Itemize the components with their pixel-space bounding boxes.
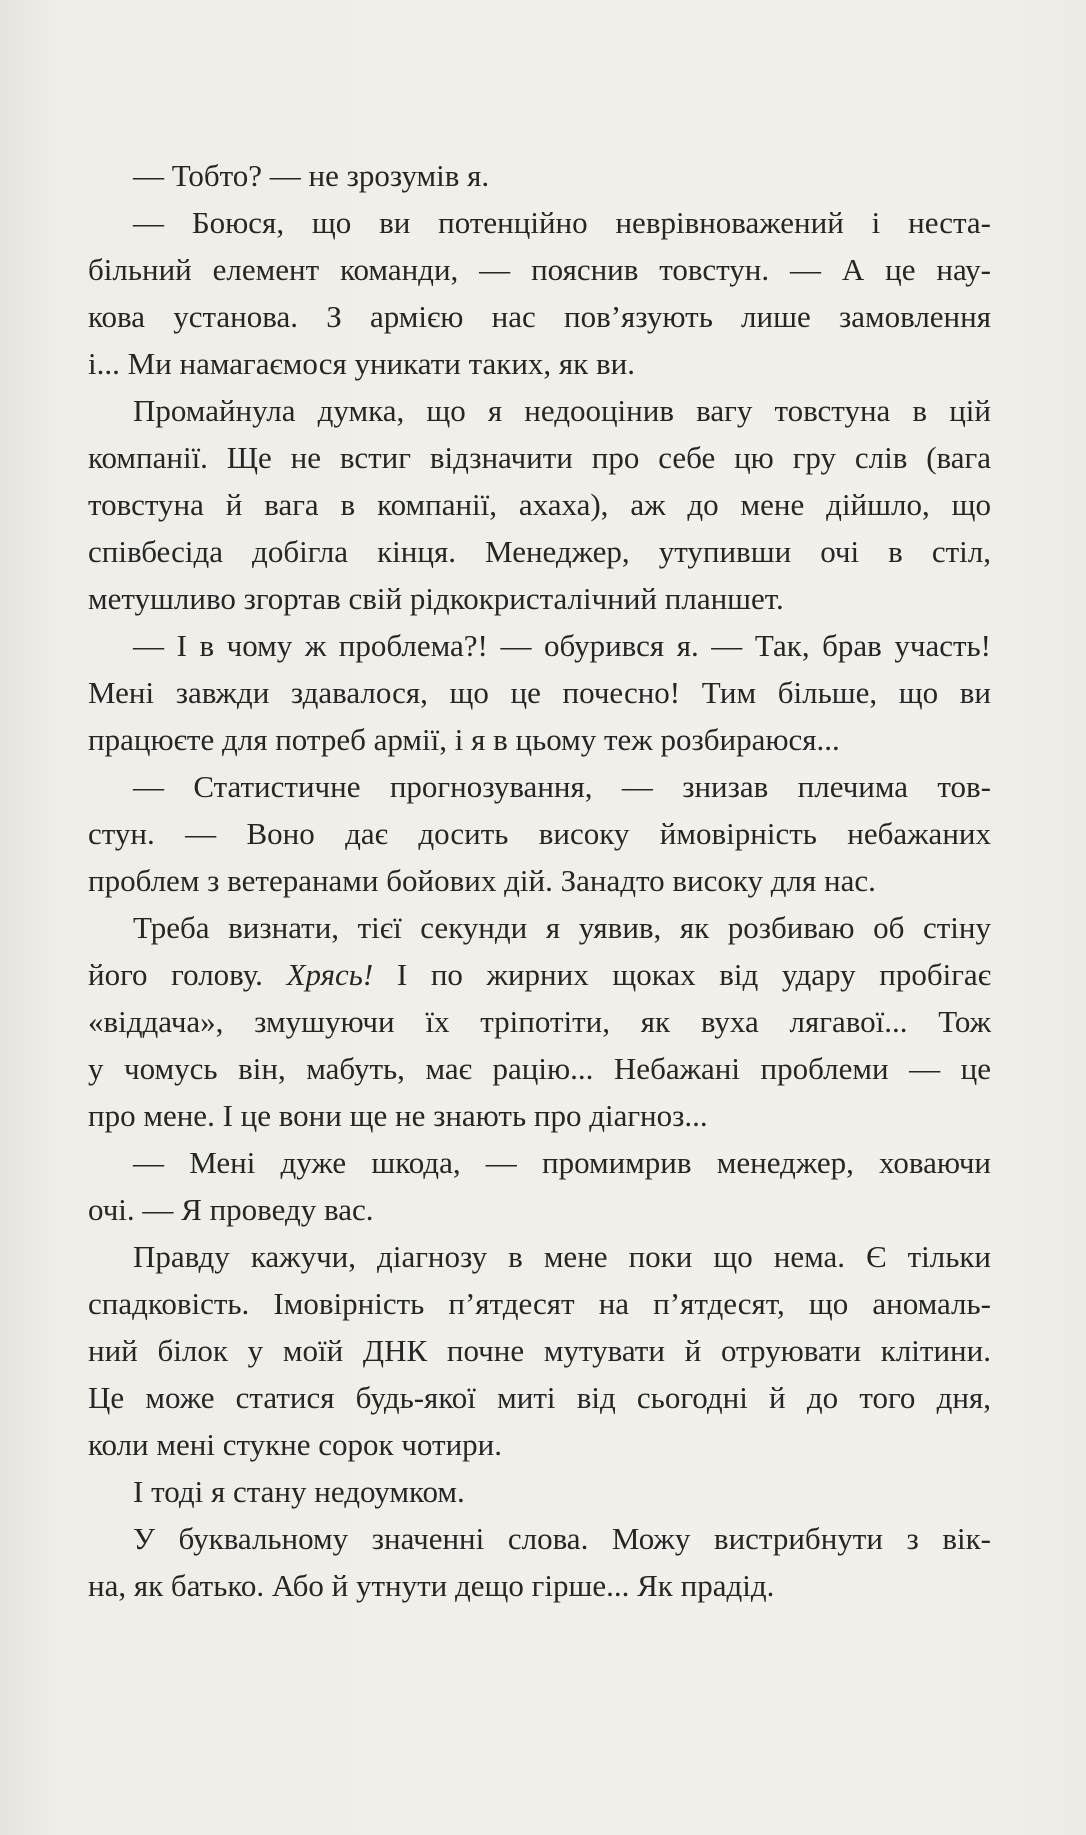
text-line: у чомусь він, мабуть, має рацію... Небажані проблеми — це [88, 1051, 991, 1086]
text-line: більний елемент команди, — пояснив товстун. — А це нау- [88, 252, 991, 287]
text-line: товстуна й вага в компанії, ахаха), аж до мене дійшло, що [88, 487, 991, 522]
paragraph [88, 763, 991, 904]
text-line: стун. — Воно дає досить високу ймовірність небажаних [88, 816, 991, 851]
paragraph [88, 152, 991, 199]
text-line: ний білок у моїй ДНК почне мутувати й отруювати клітини. [88, 1333, 991, 1368]
text-line: на, як батько. Або й утнути дещо гірше... Як прадід. [88, 1568, 775, 1603]
text-line: спадковість. Імовірність п’ятдесят на п’ятдесят, що аномаль- [88, 1286, 991, 1321]
paragraph [88, 904, 991, 1139]
text-line: «віддача», змушуючи їх тріпотіти, як вуха лягавої... Тож [88, 1004, 991, 1039]
text-segment: І по жирних щоках від удару пробігає [373, 957, 991, 992]
text-line: компанії. Ще не встиг відзначити про себе цю гру слів (вага [88, 440, 991, 475]
text-line: працюєте для потреб армії, і я в цьому теж розбираюся... [88, 722, 840, 757]
text-line: очі. — Я проведу вас. [88, 1192, 374, 1227]
page-text [88, 152, 991, 1609]
text-line: метушливо згортав свій рідкокристалічний планшет. [88, 581, 784, 616]
text-line: проблем з ветеранами бойових дій. Занадто високу для нас. [88, 863, 876, 898]
text-line: про мене. І це вони ще не знають про діагноз... [88, 1098, 708, 1133]
text-line: — І в чому ж проблема?! — обурився я. — Так, брав участь! [133, 628, 991, 663]
text-line: кова установа. З армією нас пов’язують лише замовлення [88, 299, 991, 334]
paragraph [88, 1233, 991, 1468]
text-line: Треба визнати, тієї секунди я уявив, як розбиваю об стіну [133, 910, 991, 945]
italic-text: Хрясь! [286, 957, 374, 992]
text-line: коли мені стукне сорок чотири. [88, 1427, 503, 1462]
paragraph [88, 1515, 991, 1609]
paragraph [88, 622, 991, 763]
text-line: У буквальному значенні слова. Можу вистрибнути з вік- [133, 1521, 991, 1556]
text-line [88, 951, 991, 998]
text-line: — Мені дуже шкода, — промимрив менеджер, ховаючи [133, 1145, 991, 1180]
text-segment: його голову. [88, 957, 287, 992]
paragraph [88, 1139, 991, 1233]
text-line: Правду кажучи, діагнозу в мене поки що нема. Є тільки [133, 1239, 991, 1274]
text-line: — Боюся, що ви потенційно неврівноважений і неста- [133, 205, 991, 240]
text-line: І тоді я стану недоумком. [133, 1474, 465, 1509]
text-line: Мені завжди здавалося, що це почесно! Тим більше, що ви [88, 675, 991, 710]
text-line: Це може статися будь-якої миті від сьогодні й до того дня, [88, 1380, 991, 1415]
text-line: і... Ми намагаємося уникати таких, як ви. [88, 346, 635, 381]
text-line: — Тобто? — не зрозумів я. [133, 158, 490, 193]
text-line: — Статистичне прогнозування, — знизав плечима тов- [133, 769, 991, 804]
paragraph [88, 387, 991, 622]
text-line: Промайнула думка, що я недооцінив вагу товстуна в цій [133, 393, 991, 428]
text-line: співбесіда добігла кінця. Менеджер, утупивши очі в стіл, [88, 534, 991, 569]
paragraph [88, 1468, 991, 1515]
paragraph [88, 199, 991, 387]
